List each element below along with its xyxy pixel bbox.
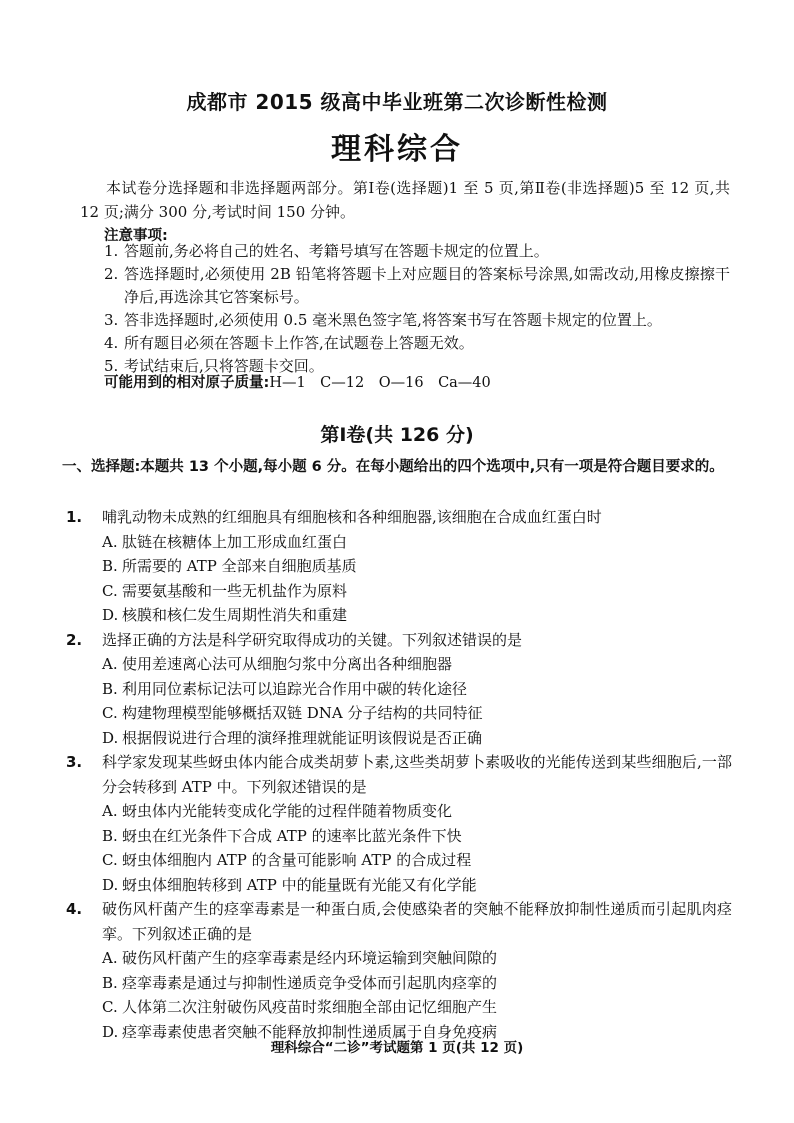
question-2 <box>66 628 732 751</box>
option-label: D. <box>102 728 119 747</box>
option-text: 根据假说进行合理的演绎推理就能证明该假说是否正确 <box>122 728 483 747</box>
option-text: 蚜虫体细胞转移到 ATP 中的能量既有光能又有化学能 <box>122 875 477 894</box>
question-number: 1. <box>66 508 83 526</box>
option-a <box>66 652 732 677</box>
notice-item-text: 答题前,务必将自己的姓名、考籍号填写在答题卡规定的位置上。 <box>124 242 549 260</box>
option-text: 肽链在核糖体上加工形成血红蛋白 <box>122 532 348 551</box>
option-text: 蚜虫体内光能转变成化学能的过程伴随着物质变化 <box>122 802 453 820</box>
option-d <box>66 726 732 751</box>
question-number: 2. <box>66 630 83 649</box>
subject-title: 理科综合 <box>331 132 463 167</box>
notice-item <box>104 309 730 332</box>
part-heading: 一、选择题:本题共 13 个小题,每小题 6 分。在每小题给出的四个选项中,只有一项是符合题目要求的。 <box>62 459 724 475</box>
option-label: B. <box>102 973 118 992</box>
atomic-mass-values: H—1 C—12 O—16 Ca—40 <box>269 375 491 391</box>
notice-title: 注意事项: <box>104 228 168 244</box>
question-stem <box>66 897 732 946</box>
option-text: 痉挛毒素是通过与抑制性递质竞争受体而引起肌肉痉挛的 <box>122 973 498 992</box>
option-b <box>66 554 732 579</box>
question-number: 4. <box>66 900 83 918</box>
option-text: 蚜虫在红光条件下合成 ATP 的速率比蓝光条件下快 <box>122 826 462 845</box>
option-label: C. <box>102 704 118 722</box>
notice-item-number: 5. <box>104 357 119 375</box>
notice-item-text: 答非选择题时,必须使用 0.5 毫米黑色签字笔,将答案书写在答题卡规定的位置上。 <box>124 311 662 329</box>
notice-item-text: 所有题目必须在答题卡上作答,在试题卷上答题无效。 <box>124 334 474 352</box>
option-c <box>66 995 732 1020</box>
option-label: C. <box>102 581 118 600</box>
notice-item-text: 考试结束后,只将答题卡交回。 <box>124 357 324 375</box>
atomic-mass-label: 可能用到的相对原子质量: <box>104 375 270 391</box>
option-a <box>66 946 732 971</box>
notice-item-number: 1. <box>104 242 119 260</box>
option-label: C. <box>102 998 118 1016</box>
option-label: A. <box>102 532 118 551</box>
question-list <box>66 505 732 1044</box>
option-d <box>66 603 732 628</box>
question-text: 科学家发现某些蚜虫体内能合成类胡萝卜素,这些类胡萝卜素吸收的光能传送到某些细胞后,一部分会转移到 ATP 中。下列叙述错误的是 <box>102 753 732 796</box>
question-stem <box>66 750 732 799</box>
option-label: B. <box>102 679 118 698</box>
notice-item-number: 3. <box>104 311 119 329</box>
option-label: A. <box>102 802 118 820</box>
option-label: D. <box>102 875 119 894</box>
option-label: A. <box>102 655 118 673</box>
option-label: C. <box>102 851 118 869</box>
option-c <box>66 701 732 726</box>
option-b <box>66 677 732 702</box>
question-text: 哺乳动物未成熟的红细胞具有细胞核和各种细胞器,该细胞在合成血红蛋白时 <box>102 508 602 526</box>
notice-item-number: 2. <box>104 265 119 283</box>
notice-list <box>104 240 730 378</box>
option-label: B. <box>102 557 118 575</box>
section-title: 第Ⅰ卷(共 126 分) <box>320 424 474 446</box>
question-1 <box>66 505 732 628</box>
option-text: 需要氨基酸和一些无机盐作为原料 <box>122 581 348 600</box>
notice-item <box>104 240 730 263</box>
notice-item <box>104 263 730 309</box>
option-c <box>66 579 732 604</box>
exam-title: 成都市 2015 级高中毕业班第二次诊断性检测 <box>186 90 608 114</box>
option-a <box>66 530 732 555</box>
question-text: 破伤风杆菌产生的痉挛毒素是一种蛋白质,会使感染者的突触不能释放抑制性递质而引起肌肉痉挛。下列叙述正确的是 <box>102 900 732 943</box>
notice-item-text: 答选择题时,必须使用 2B 铅笔将答题卡上对应题目的答案标号涂黑,如需改动,用橡皮擦擦干净后,再选涂其它答案标号。 <box>124 265 730 306</box>
option-label: A. <box>102 949 118 967</box>
option-label: B. <box>102 826 118 845</box>
option-c <box>66 848 732 873</box>
option-d <box>66 873 732 898</box>
intro-paragraph: 本试卷分选择题和非选择题两部分。第Ⅰ卷(选择题)1 至 5 页,第Ⅱ卷(非选择题)5 至 12 页,共 12 页;满分 300 分,考试时间 150 分钟。 <box>80 179 730 221</box>
option-a <box>66 799 732 824</box>
question-text: 选择正确的方法是科学研究取得成功的关键。下列叙述错误的是 <box>102 630 523 649</box>
question-3 <box>66 750 732 897</box>
question-number: 3. <box>66 753 83 771</box>
notice-item-number: 4. <box>104 334 119 352</box>
option-label: D. <box>102 606 119 624</box>
question-stem <box>66 505 732 530</box>
option-b <box>66 971 732 996</box>
notice-item <box>104 332 730 355</box>
option-text: 所需要的 ATP 全部来自细胞质基质 <box>122 557 357 575</box>
option-label: D. <box>102 1022 119 1041</box>
question-4 <box>66 897 732 1044</box>
option-text: 利用同位素标记法可以追踪光合作用中碳的转化途径 <box>122 679 468 698</box>
option-text: 破伤风杆菌产生的痉挛毒素是经内环境运输到突触间隙的 <box>122 949 498 967</box>
option-text: 核膜和核仁发生周期性消失和重建 <box>122 606 348 624</box>
option-text: 使用差速离心法可从细胞匀浆中分离出各种细胞器 <box>122 655 453 673</box>
page-footer: 理科综合“二诊”考试题第 1 页(共 12 页) <box>270 1040 524 1056</box>
atomic-mass-line <box>104 371 491 392</box>
option-text: 蚜虫体细胞内 ATP 的含量可能影响 ATP 的合成过程 <box>122 851 472 869</box>
option-text: 人体第二次注射破伤风疫苗时浆细胞全部由记忆细胞产生 <box>122 998 498 1016</box>
option-text: 痉挛毒素使患者突触不能释放抑制性递质属于自身免疫病 <box>122 1022 498 1041</box>
question-stem <box>66 628 732 653</box>
option-text: 构建物理模型能够概括双链 DNA 分子结构的共同特征 <box>122 704 483 722</box>
option-b <box>66 824 732 849</box>
